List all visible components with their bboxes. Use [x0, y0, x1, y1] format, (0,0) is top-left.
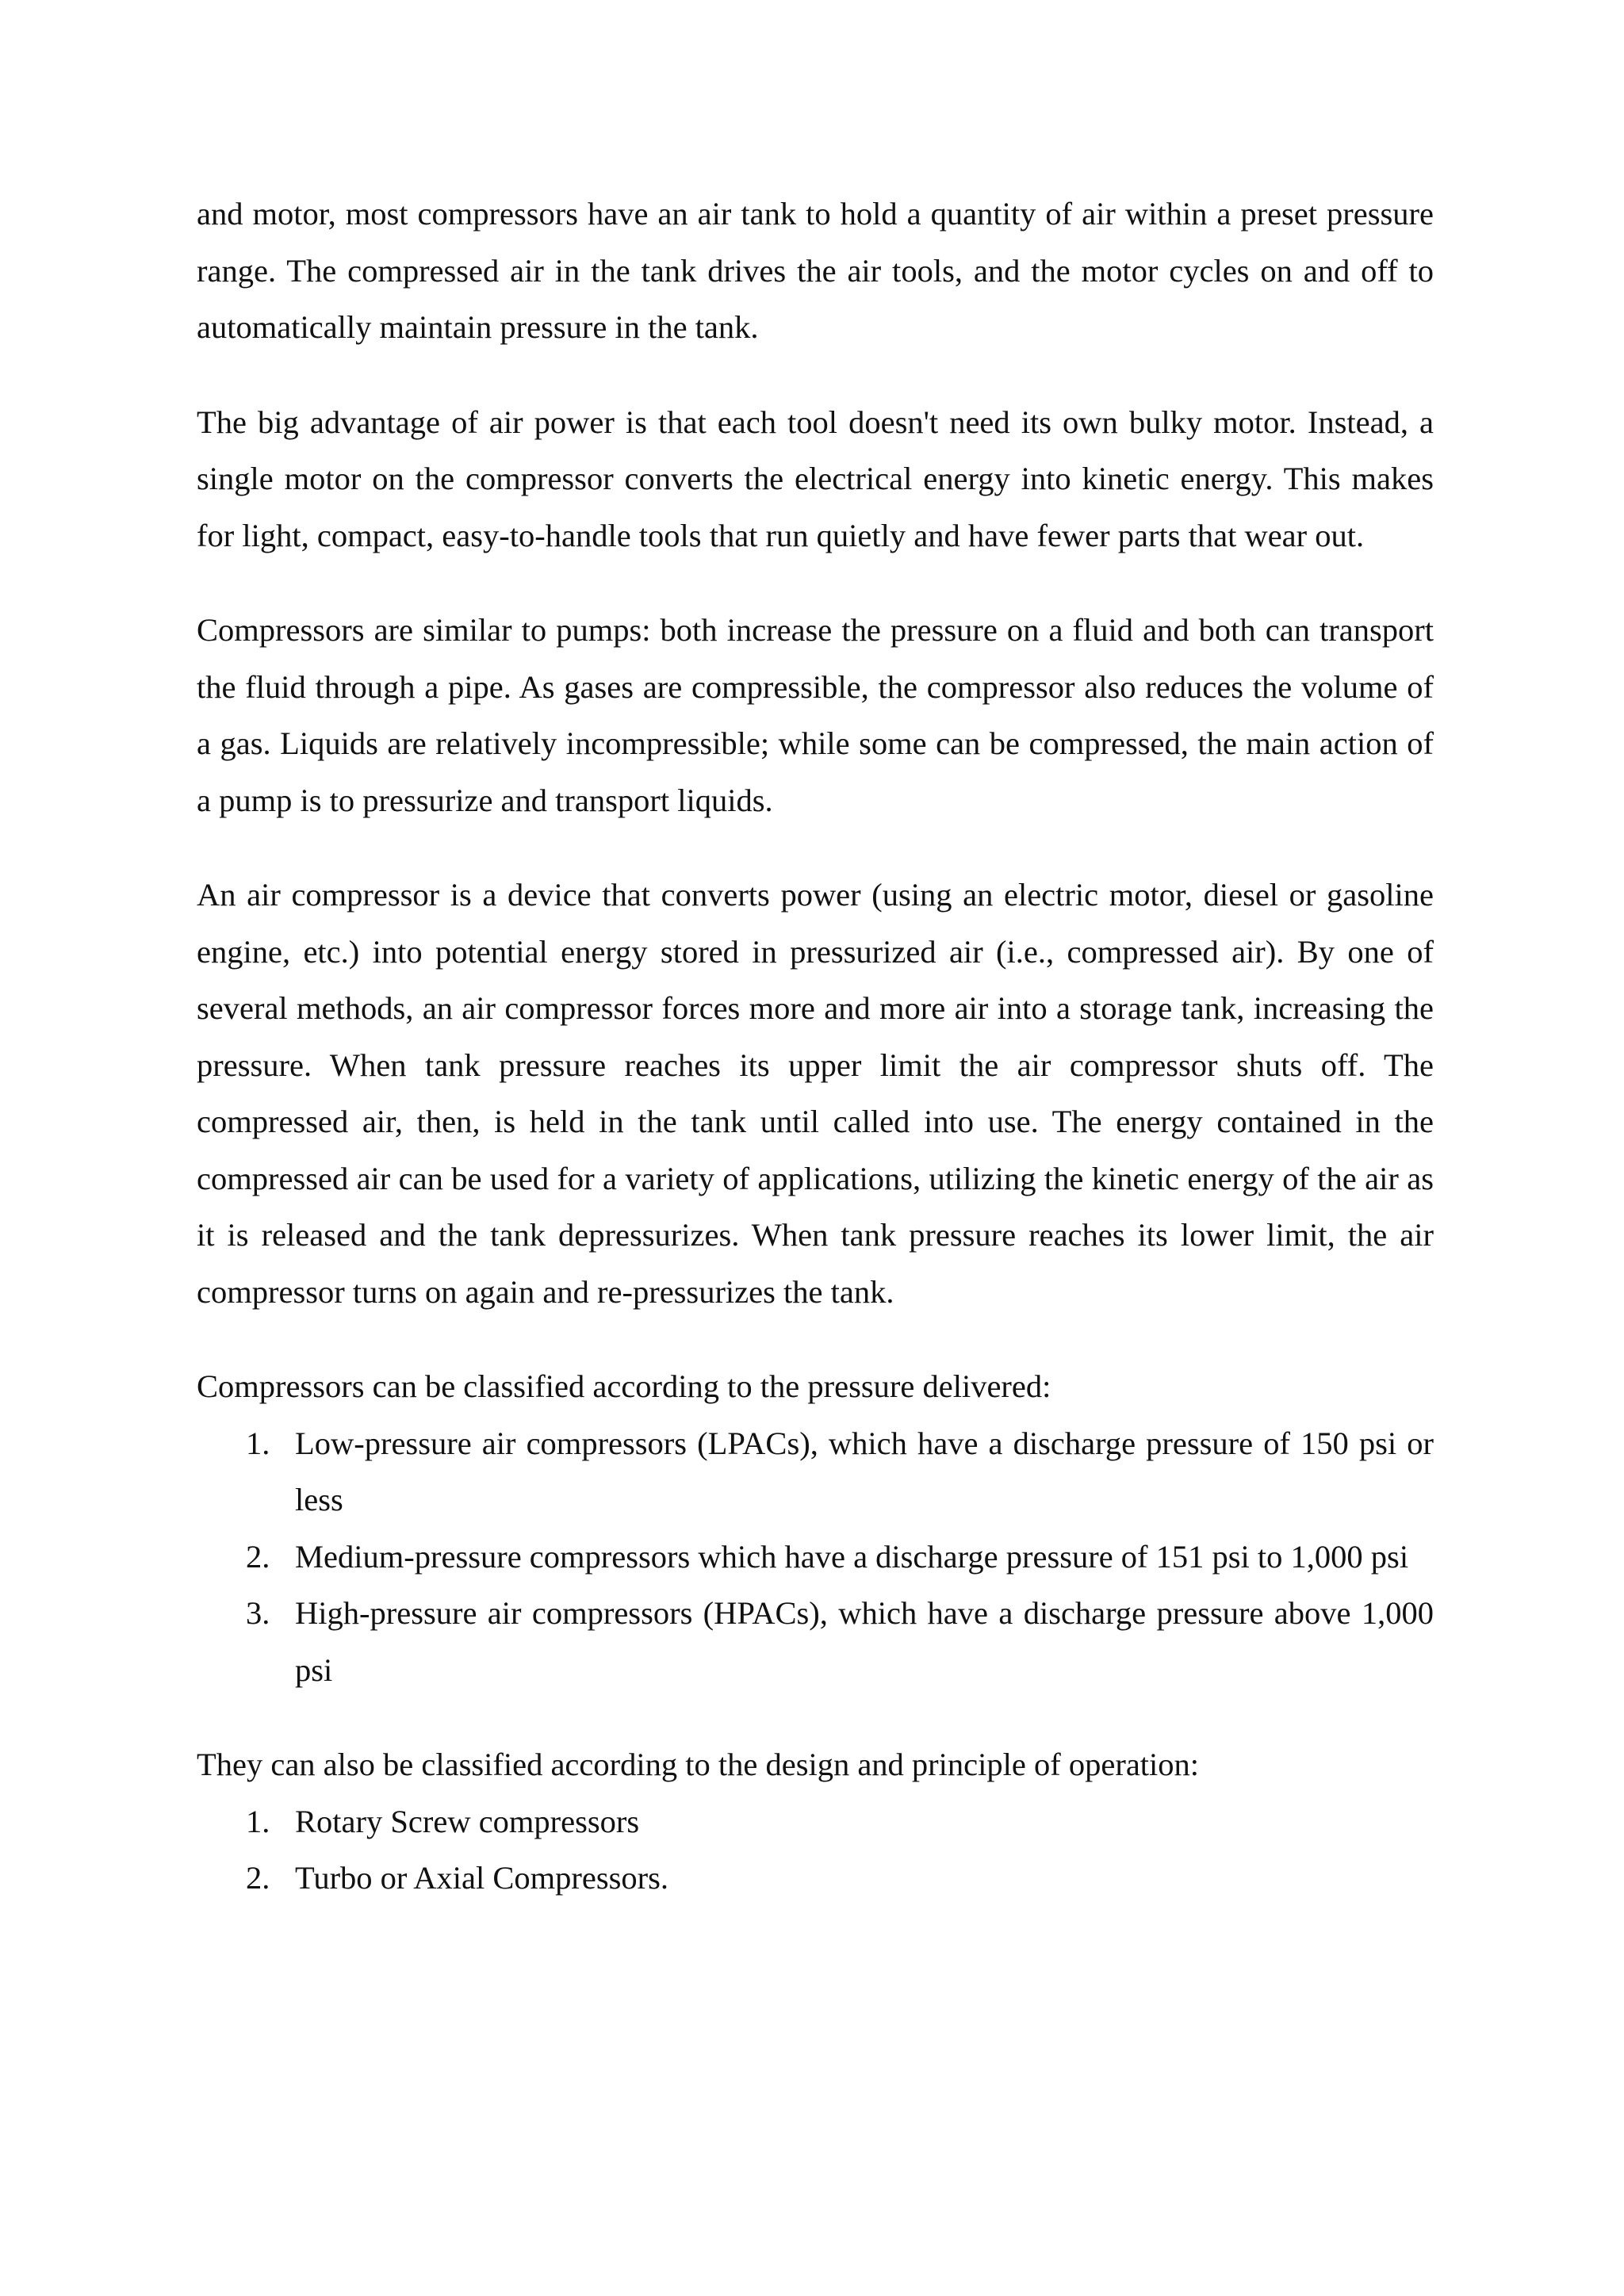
list-item-number: 2. — [246, 1538, 270, 1575]
document-body — [197, 186, 1434, 1907]
pressure-classification-list — [197, 1415, 1434, 1699]
list-item — [197, 1585, 1434, 1698]
design-classification-list — [197, 1793, 1434, 1907]
paragraph-pressure-classification-intro: Compressors can be classified according to the pressure delivered: — [197, 1368, 1051, 1404]
paragraph-air-compressor-definition: An air compressor is a device that converts power (using an electric motor, diesel or gasoline engine, etc.) into potential energy stored in pressurized air (i.e., compressed air). By one of several methods, an air compressor forces more and more air into a storage tank, increasing the pressure. When tank pressure reaches its upper limit the air compressor shuts off. The compressed air, then, is held in the tank until called into use. The energy contained in the compressed air can be used for a variety of applications, utilizing the kinetic energy of the air as it is released and the tank depressurizes. When tank pressure reaches its lower limit, the air compressor turns on again and re-pressurizes the tank. — [197, 877, 1434, 1310]
list-item-text: Turbo or Axial Compressors. — [295, 1860, 669, 1896]
list-item — [197, 1793, 1434, 1850]
paragraph-compressors-vs-pumps: Compressors are similar to pumps: both increase the pressure on a fluid and both can transport the fluid through a pipe. As gases are compressible, the compressor also reduces the volume of a gas. Liquids are relatively incompressible; while some can be compressed, the main action of a pump is to pressurize and transport liquids. — [197, 612, 1434, 818]
list-item — [197, 1415, 1434, 1529]
list-item-text: Medium-pressure compressors which have a discharge pressure of 151 psi to 1,000 psi — [295, 1538, 1409, 1575]
paragraph-air-tank: and motor, most compressors have an air tank to hold a quantity of air within a preset pressure range. The compressed air in the tank drives the air tools, and the motor cycles on and off to automatically maintain pressure in the tank. — [197, 196, 1434, 345]
list-item-number: 1. — [246, 1425, 270, 1461]
list-item-text: Low-pressure air compressors (LPACs), which have a discharge pressure of 150 psi or less — [295, 1425, 1434, 1517]
paragraph-design-classification-intro: They can also be classified according to the design and principle of operation: — [197, 1747, 1200, 1782]
list-item-text: High-pressure air compressors (HPACs), which have a discharge pressure above 1,000 psi — [295, 1595, 1434, 1688]
list-item-number: 3. — [246, 1595, 270, 1631]
list-item-number: 2. — [246, 1860, 270, 1896]
list-item — [197, 1529, 1434, 1586]
list-item-number: 1. — [246, 1803, 270, 1839]
paragraph-air-power-advantage: The big advantage of air power is that each tool doesn't need its own bulky motor. Instead, a single motor on the compressor converts the electrical energy into kinetic energy. This makes for light, compact, easy-to-handle tools that run quietly and have fewer parts that wear out. — [197, 404, 1434, 553]
list-item — [197, 1850, 1434, 1907]
list-item-text: Rotary Screw compressors — [295, 1803, 640, 1839]
